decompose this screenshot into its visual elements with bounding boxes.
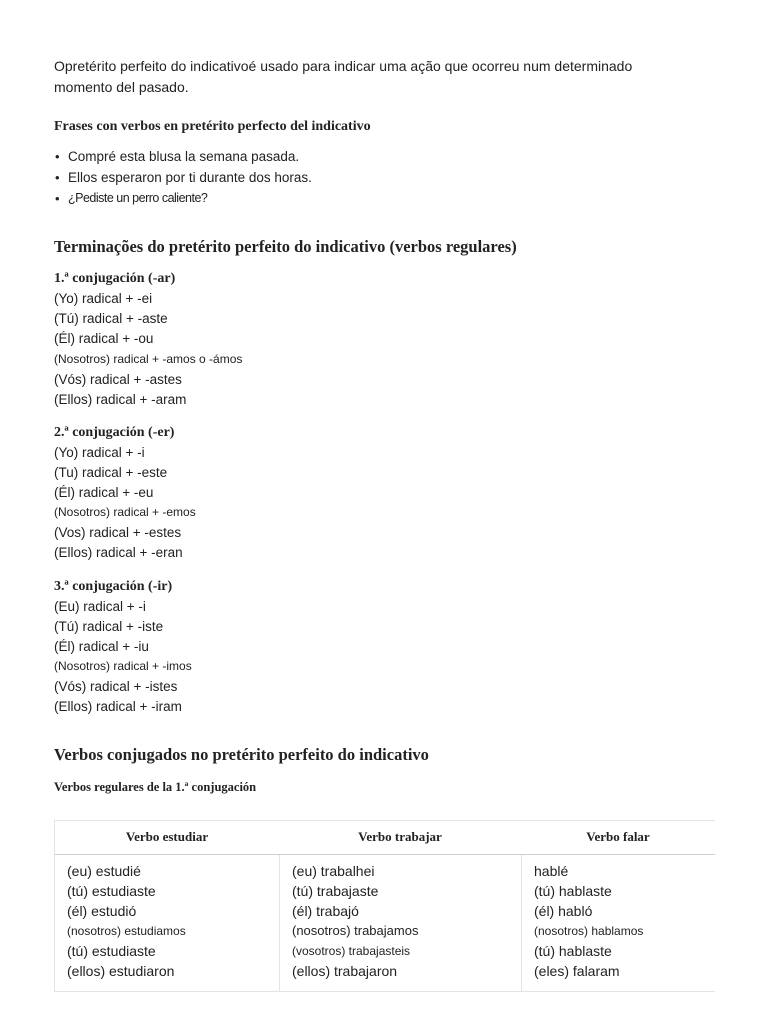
table-cell-line: (vosotros) trabajasteis (292, 944, 411, 958)
group-1-heading: 1.ª conjugación (-ar) (54, 271, 176, 286)
table-cell-line: (ellos) trabajaron (292, 963, 398, 979)
frases-list (54, 146, 312, 209)
table-header-cell: Verbo falar (586, 829, 650, 844)
table-column-falar (521, 855, 716, 991)
list-item: • ¿Pediste un perro caliente? (68, 188, 312, 209)
group-2-line: (Tu) radical + -este (54, 465, 168, 480)
table-cell-line: (él) habló (534, 903, 593, 919)
group-2-line: (Nosotros) radical + -emos (54, 505, 196, 519)
group-3-line: (Nosotros) radical + -imos (54, 659, 192, 673)
group-1-line: (Nosotros) radical + -amos o -ámos (54, 352, 243, 366)
group-3-line: (Eu) radical + -i (54, 599, 146, 614)
table-cell-line: (eles) falaram (534, 963, 620, 979)
list-item: • Ellos esperaron por ti durante dos horas. (68, 167, 312, 188)
table-cell-line: (tú) hablaste (534, 883, 612, 899)
group-1-line: (Yo) radical + -ei (54, 291, 153, 306)
table-cell-line: (tú) hablaste (534, 943, 612, 959)
intro-paragraph: Opretérito perfeito do indicativoé usado para indicar uma ação que ocorreu num determinado momento del pasado. (54, 58, 633, 95)
group-1-line: (Tú) radical + -aste (54, 311, 168, 326)
group-2-line: (Él) radical + -eu (54, 485, 154, 500)
table-cell-line: (eu) estudié (67, 863, 141, 879)
verbos-subheading: Verbos regulares de la 1.ª conjugación (54, 780, 257, 794)
table-cell-line: hablé (534, 863, 569, 879)
table-cell-line: (nosotros) estudiamos (67, 924, 186, 938)
group-3-line: (Ellos) radical + -iram (54, 699, 182, 714)
group-3-line: (Él) radical + -iu (54, 639, 149, 654)
group-2-line: (Vos) radical + -estes (54, 525, 182, 540)
group-2-line: (Ellos) radical + -eran (54, 545, 183, 560)
group-3-heading: 3.ª conjugación (-ir) (54, 579, 173, 594)
table-cell-line: (eu) trabalhei (292, 863, 375, 879)
table-cell-line: (él) estudió (67, 903, 137, 919)
table-cell-line: (nosotros) hablamos (534, 924, 644, 938)
table-column-trabajar (279, 855, 522, 991)
table-cell-line: (nosotros) trabajamos (292, 923, 419, 938)
table-header-row (55, 821, 715, 855)
list-item: • Compré esta blusa la semana pasada. (68, 146, 312, 167)
group-2-heading: 2.ª conjugación (-er) (54, 425, 175, 440)
table-cell-line: (tú) estudiaste (67, 943, 156, 959)
conjugation-table (54, 820, 715, 992)
table-cell-line: (tú) trabajaste (292, 883, 379, 899)
table-cell-line: (ellos) estudiaron (67, 963, 175, 979)
table-header-cell: Verbo estudiar (125, 829, 209, 844)
group-1-line: (Vós) radical + -astes (54, 372, 182, 387)
table-cell-line: (tú) estudiaste (67, 883, 156, 899)
group-3-line: (Tú) radical + -iste (54, 619, 164, 634)
table-column-estudiar (55, 855, 279, 991)
table-cell-line: (él) trabajó (292, 903, 359, 919)
terminacoes-heading: Terminações do pretérito perfeito do indicativo (verbos regulares) (54, 237, 517, 256)
frases-heading: Frases con verbos en pretérito perfecto del indicativo (54, 119, 371, 134)
group-3-line: (Vós) radical + -istes (54, 679, 178, 694)
group-1-line: (Él) radical + -ou (54, 331, 154, 346)
verbos-heading: Verbos conjugados no pretérito perfeito do indicativo (54, 745, 429, 764)
table-header-cell: Verbo trabajar (358, 829, 442, 844)
group-2-line: (Yo) radical + -i (54, 445, 145, 460)
group-1-line: (Ellos) radical + -aram (54, 392, 187, 407)
